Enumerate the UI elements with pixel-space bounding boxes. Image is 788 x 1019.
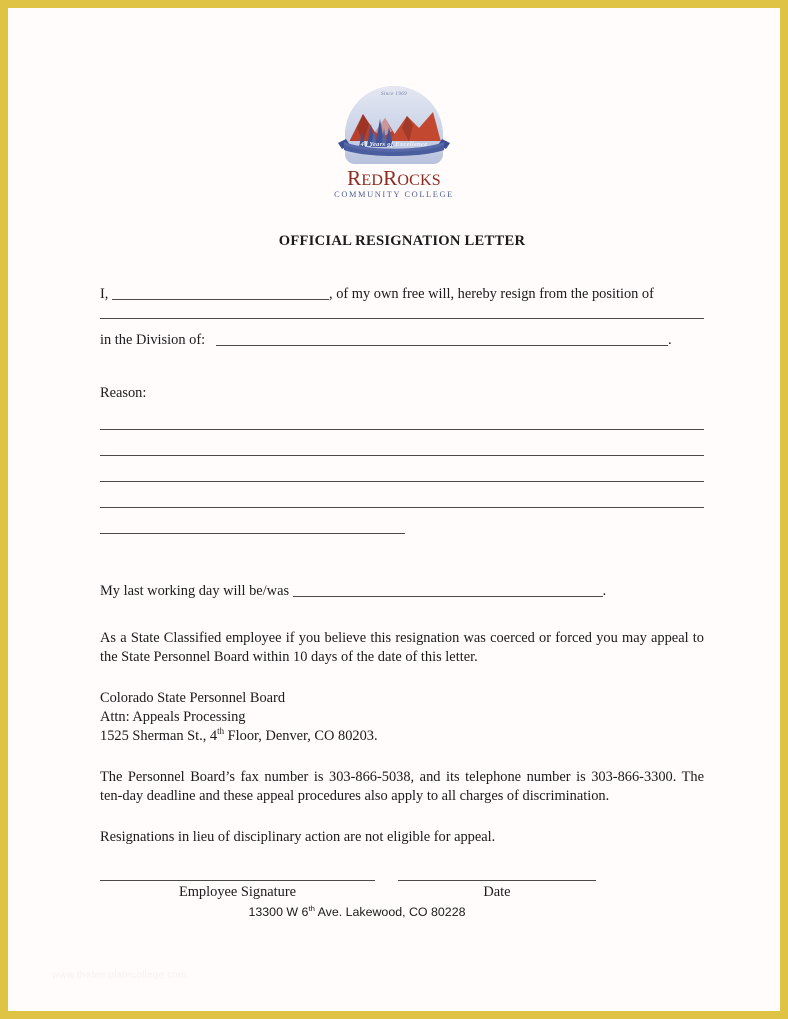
division-period: .: [667, 332, 672, 349]
logo-word-red-cap: R: [347, 166, 362, 190]
division-paragraph: [100, 331, 704, 350]
logo-wordmark: [347, 168, 441, 189]
ribbon-banner-icon: [336, 136, 452, 158]
watermark-text: www.thetemplatecollege.com: [52, 970, 187, 981]
name-blank-field[interactable]: [112, 299, 329, 300]
reason-blank-lines: [100, 403, 704, 534]
last-day-label: My last working day will be/was: [100, 583, 290, 600]
logo-word-rocks-cap: R: [383, 166, 398, 190]
intro-prefix: I,: [100, 286, 109, 303]
spacer: [100, 482, 704, 507]
spacer: [100, 746, 704, 768]
document-body: [100, 232, 704, 847]
last-day-blank-field[interactable]: [293, 596, 603, 597]
logo-word-red-rest: ED: [361, 172, 384, 189]
division-blank-field[interactable]: [216, 345, 668, 346]
logo-since-text: Since 1969: [380, 92, 408, 97]
spacer: [100, 350, 704, 384]
date-signature-line[interactable]: [398, 880, 596, 881]
employee-signature-line[interactable]: [100, 880, 375, 881]
spacer: [100, 403, 704, 429]
spacer: [100, 806, 704, 828]
logo-word-rocks-rest: OCKS: [397, 172, 441, 189]
employee-signature-label: Employee Signature: [178, 884, 297, 900]
intro-suffix: , of my own free will, hereby resign from the position of: [329, 286, 654, 303]
spacer: [100, 508, 704, 533]
reason-label: Reason:: [100, 385, 147, 402]
lieu-paragraph: Resignations in lieu of disciplinary action are not eligible for appeal.: [100, 829, 496, 846]
board-address-city: Floor, Denver, CO 80203.: [224, 728, 378, 745]
logo-subtitle: COMMUNITY COLLEGE: [334, 190, 454, 199]
spacer: [100, 667, 704, 689]
spacer: [100, 430, 704, 455]
campus-address-post: Ave. Lakewood, CO 80228: [314, 905, 466, 919]
spacer: [375, 880, 398, 881]
ordinal-suffix: th: [217, 726, 225, 737]
intro-paragraph: [100, 285, 704, 304]
board-address-line-2: Attn: Appeals Processing: [100, 709, 246, 726]
spacer: [100, 456, 704, 481]
spacer: [100, 601, 704, 629]
signature-rules: [100, 880, 704, 881]
spacer: [100, 568, 704, 582]
last-day-period: .: [602, 583, 607, 600]
signature-block: [100, 880, 704, 919]
campus-address: [100, 905, 614, 919]
spacer: [100, 304, 704, 318]
division-label: in the Division of:: [100, 332, 206, 349]
appeal-paragraph: As a State Classified employee if you believe this resignation was coerced or forced you may appeal to the State Personnel Board within 10 days of the date of this letter.: [100, 630, 704, 666]
board-address-street: 1525 Sherman St., 4: [100, 728, 218, 745]
logo-emblem: [336, 86, 452, 166]
spacer: [100, 319, 704, 331]
board-address-line-3: [100, 727, 704, 746]
date-label: Date: [483, 884, 511, 900]
fax-paragraph: The Personnel Board’s fax number is 303-866-5038, and its telephone number is 303-866-3300. The ten-day deadline and these appeal procedures also apply to all charges of discrimination.: [100, 769, 704, 805]
red-rocks-logo: [8, 86, 780, 199]
logo-ribbon-text: 40 Years of Excellence: [360, 141, 428, 148]
ordinal-suffix: th: [308, 903, 315, 913]
board-address-line-1: Colorado State Personnel Board: [100, 690, 286, 707]
last-day-paragraph: [100, 582, 704, 601]
campus-address-pre: 13300 W 6: [248, 905, 309, 919]
signature-labels: [100, 884, 704, 904]
page-title: OFFICIAL RESIGNATION LETTER: [278, 233, 526, 249]
spacer: [100, 534, 704, 568]
